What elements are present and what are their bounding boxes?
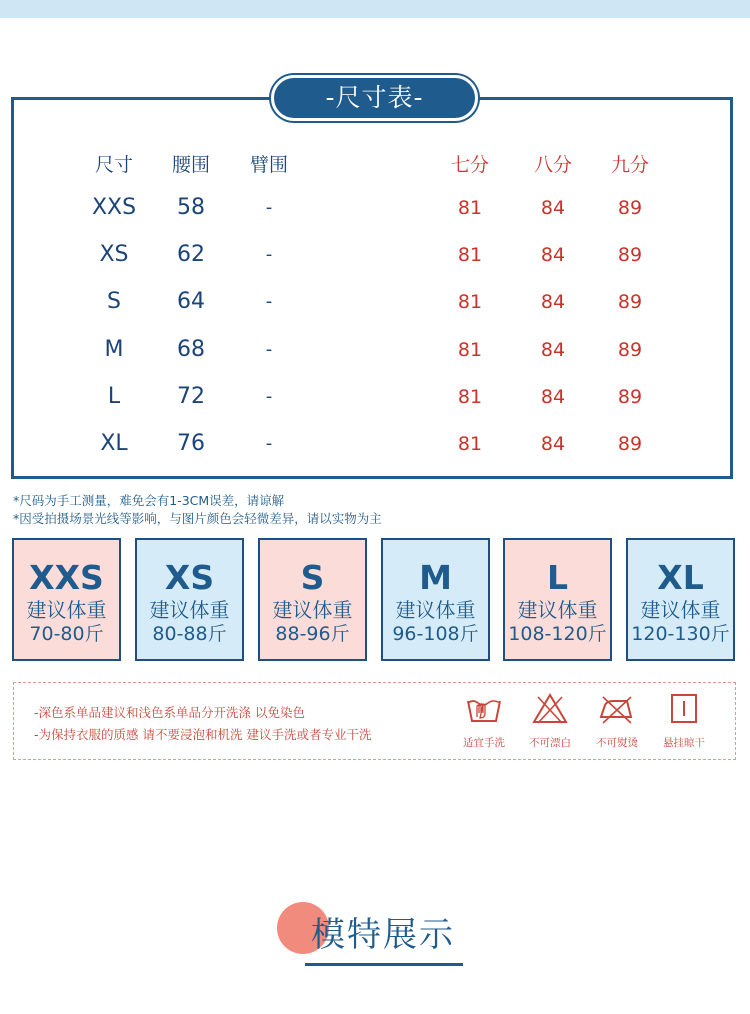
care-note-hand-wash: -为保持衣服的质感 请不要浸泡和机洗 建议手洗或者专业干洗: [34, 727, 372, 742]
table-cell-waist: 76: [177, 431, 205, 456]
table-cell-waist: 64: [177, 289, 205, 314]
weight-card-size: L: [546, 558, 569, 597]
weight-card-label: 建议体重: [517, 598, 598, 622]
weight-card-size: XL: [657, 558, 704, 597]
hand-wash-caption: 适宜手洗: [463, 737, 505, 749]
header-seven-tenths: 七分: [450, 154, 490, 176]
weight-card-label: 建议体重: [26, 598, 107, 622]
header-size: 尺寸: [94, 154, 134, 176]
hand-wash-icon: [464, 691, 504, 727]
table-cell-seven: 81: [457, 433, 483, 455]
weight-card-range: 70-80斤: [29, 623, 104, 645]
weight-card-size: XS: [164, 558, 215, 597]
care-note-separate-wash: -深色系单品建议和浅色系单品分开洗涤 以免染色: [34, 705, 305, 720]
note-color-difference: *因受拍摄场景光线等影响，与图片颜色会轻微差异，请以实物为主: [13, 511, 382, 526]
weight-card-xs: [135, 538, 244, 661]
table-cell-waist: 62: [177, 242, 205, 267]
weight-card-label: 建议体重: [272, 598, 353, 622]
table-cell-seven: 81: [457, 386, 483, 408]
size-chart-title: -尺寸表-: [271, 75, 478, 121]
weight-card-size: XXS: [29, 558, 104, 597]
table-cell-arm: -: [265, 244, 273, 265]
weight-card-range: 80-88斤: [152, 623, 227, 645]
table-cell-seven: 81: [457, 291, 483, 313]
table-cell-arm: -: [265, 339, 273, 360]
model-section-title: 模特展示: [311, 915, 455, 955]
table-cell-waist: 58: [177, 195, 205, 220]
weight-card-label: 建议体重: [395, 598, 476, 622]
table-cell-nine: 89: [617, 197, 643, 219]
table-cell-eight: 84: [540, 433, 566, 455]
table-cell-nine: 89: [617, 433, 643, 455]
weight-card-xl: [626, 538, 735, 661]
table-cell-nine: 89: [617, 339, 643, 361]
weight-card-range: 120-130斤: [631, 623, 730, 645]
table-cell-size: XS: [99, 242, 129, 267]
table-cell-size: XL: [100, 431, 128, 456]
table-cell-nine: 89: [617, 244, 643, 266]
table-cell-waist: 72: [177, 384, 205, 409]
table-cell-seven: 81: [457, 244, 483, 266]
model-section-underline: [305, 963, 463, 966]
table-cell-seven: 81: [457, 197, 483, 219]
table-cell-nine: 89: [617, 386, 643, 408]
header-waist: 腰围: [171, 154, 211, 176]
weight-recommendation-row: [0, 538, 750, 662]
weight-card-range: 88-96斤: [275, 623, 350, 645]
table-cell-waist: 68: [177, 337, 205, 362]
header-arm: 臂围: [249, 154, 289, 176]
table-cell-eight: 84: [540, 197, 566, 219]
note-measurement-error: *尺码为手工测量，难免会有1-3CM误差，请谅解: [13, 493, 285, 508]
table-cell-eight: 84: [540, 244, 566, 266]
weight-card-size: M: [419, 558, 452, 597]
header-eight-tenths: 八分: [533, 154, 573, 176]
table-cell-eight: 84: [540, 339, 566, 361]
weight-card-range: 96-108斤: [392, 623, 479, 645]
weight-card-l: [503, 538, 612, 661]
table-cell-arm: -: [265, 433, 273, 454]
table-cell-size: M: [104, 337, 124, 362]
weight-card-s: [258, 538, 367, 661]
table-cell-arm: -: [265, 386, 273, 407]
table-cell-nine: 89: [617, 291, 643, 313]
measurement-notes: [13, 492, 382, 528]
hang-dry-caption: 悬挂晾干: [663, 737, 705, 749]
weight-card-label: 建议体重: [640, 598, 721, 622]
no-iron-caption: 不可熨烫: [596, 737, 638, 749]
weight-card-xxs: [12, 538, 121, 661]
no-bleach-icon: [530, 691, 570, 727]
weight-card-label: 建议体重: [149, 598, 230, 622]
no-bleach-caption: 不可漂白: [529, 737, 571, 749]
header-nine-tenths: 九分: [610, 154, 650, 176]
hang-dry-icon: [664, 691, 704, 727]
size-chart-table: [0, 0, 750, 480]
table-cell-size: XXS: [91, 195, 137, 220]
table-cell-arm: -: [265, 291, 273, 312]
table-cell-seven: 81: [457, 339, 483, 361]
table-cell-size: S: [107, 289, 121, 314]
care-instructions-box: [13, 682, 736, 760]
table-cell-size: L: [107, 384, 121, 409]
weight-card-m: [381, 538, 490, 661]
table-cell-eight: 84: [540, 291, 566, 313]
table-cell-eight: 84: [540, 386, 566, 408]
table-cell-arm: -: [265, 197, 273, 218]
weight-card-range: 108-120斤: [508, 623, 607, 645]
no-iron-icon: [597, 691, 637, 727]
weight-card-size: S: [300, 558, 325, 597]
